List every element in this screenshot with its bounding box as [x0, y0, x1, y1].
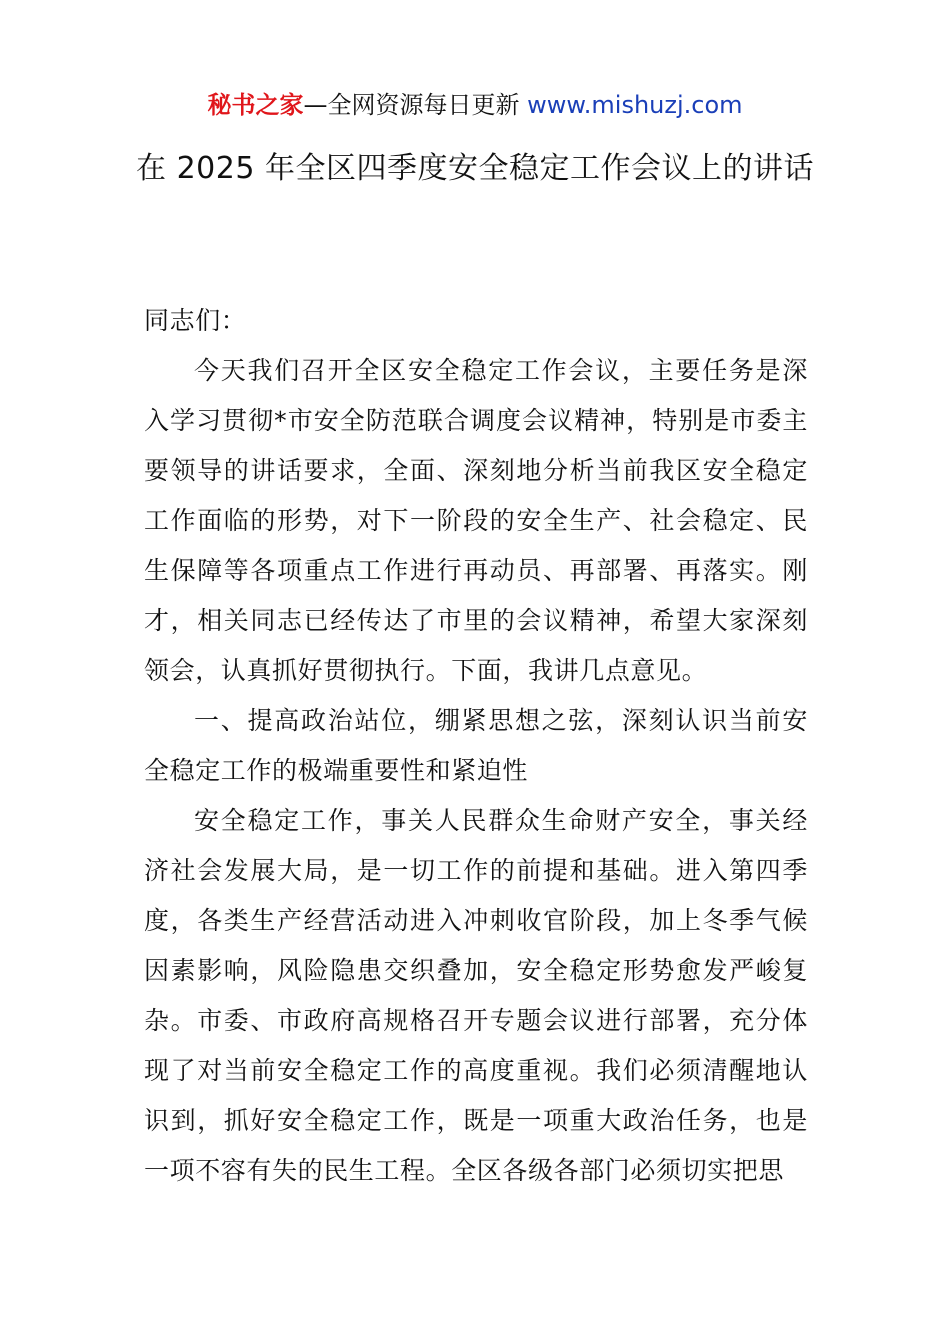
salutation: 同志们：	[144, 306, 247, 335]
brand-name: 秘书之家	[207, 91, 304, 119]
section-heading-1: 一、提高政治站位，绷紧思想之弦，深刻认识当前安全稳定工作的极端重要性和紧迫性	[144, 706, 808, 785]
paragraph-section-1: 安全稳定工作，事关人民群众生命财产安全，事关经济社会发展大局，是一切工作的前提和基础。进入第四季度，各类生产经营活动进入冲刺收官阶段，加上冬季气候因素影响，风险隐患交织叠加，安全稳定形势愈发严峻复杂。市委、市政府高规格召开专题会议进行部署，充分体现了对当前安全稳定工作的高度重视。我们必须清醒地认识到，抓好安全稳定工作，既是一项重大政治任务，也是一项不容有失的民生工程。全区各级各部门必须切实把思	[144, 806, 808, 1185]
header-tagline: —全网资源每日更新	[303, 91, 528, 119]
site-header	[0, 88, 950, 122]
document-title: 在 2025 年全区四季度安全稳定工作会议上的讲话	[136, 151, 814, 186]
paragraph-intro: 今天我们召开全区安全稳定工作会议，主要任务是深入学习贯彻*市安全防范联合调度会议精神，特别是市委主要领导的讲话要求，全面、深刻地分析当前我区安全稳定工作面临的形势，对下一阶段的安全生产、社会稳定、民生保障等各项重点工作进行再动员、再部署、再落实。刚才，相关同志已经传达了市里的会议精神，希望大家深刻领会，认真抓好贯彻执行。下面，我讲几点意见。	[144, 356, 808, 685]
site-url-link[interactable]: www.mishuzj.com	[527, 91, 743, 119]
document-body	[144, 296, 808, 1196]
